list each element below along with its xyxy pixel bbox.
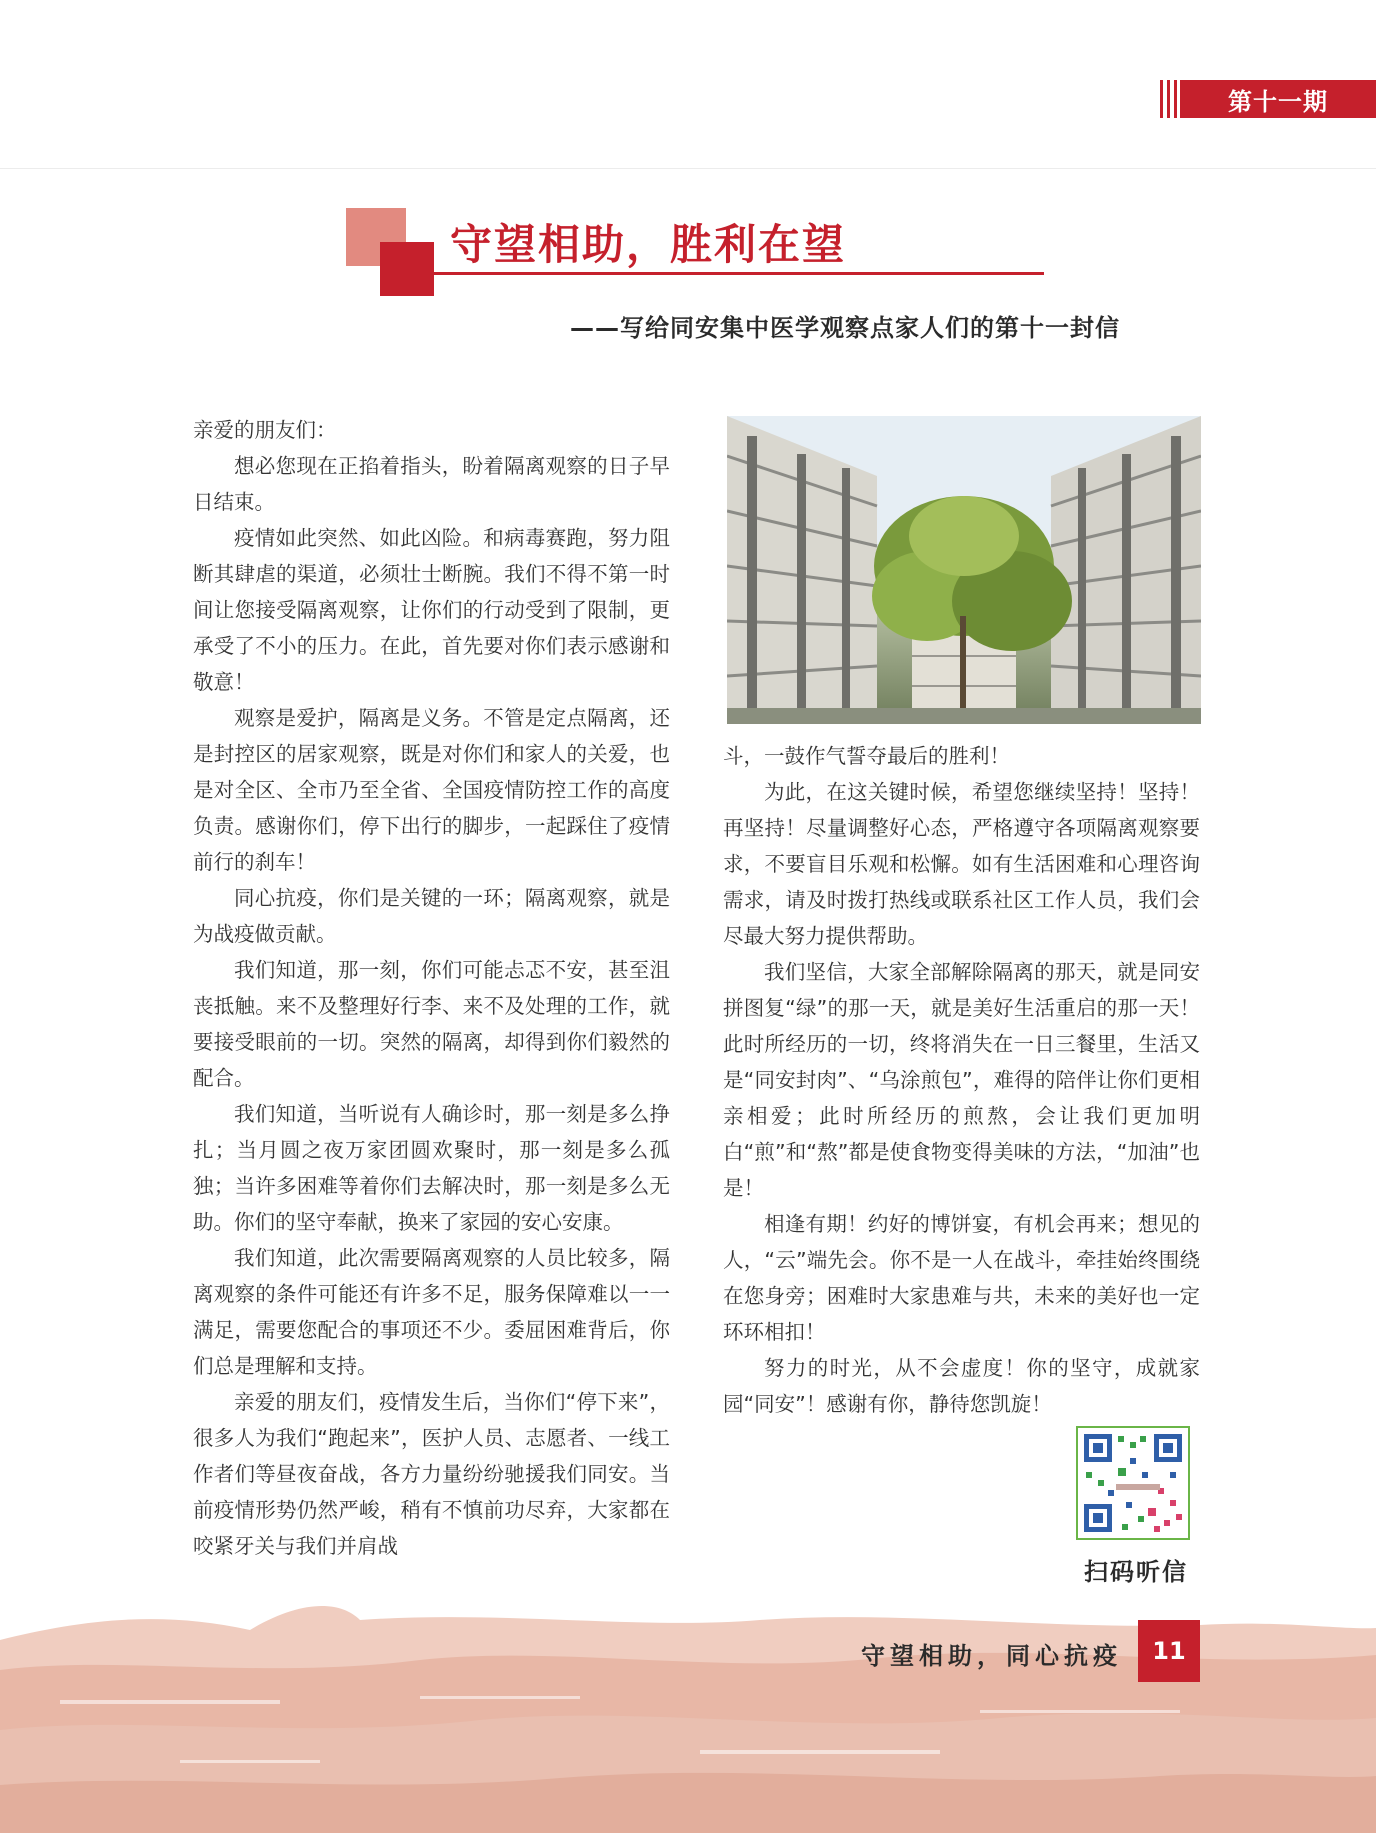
- courtyard-photo: [727, 416, 1201, 724]
- body-paragraph: 我们知道，那一刻，你们可能忐忑不安，甚至沮丧抵触。来不及整理好行李、来不及处理的工作，就要接受眼前的一切。突然的隔离，却得到你们毅然的配合。: [193, 958, 670, 1090]
- body-paragraph-continued: 斗，一鼓作气誓夺最后的胜利！: [723, 744, 1010, 768]
- salutation: 亲爱的朋友们：: [193, 418, 337, 442]
- body-column-right: [723, 738, 1200, 1422]
- body-paragraph: 亲爱的朋友们，疫情发生后，当你们“停下来”，很多人为我们“跑起来”，医护人员、志愿者、一线工作者们等昼夜奋战，各方力量纷纷驰援我们同安。当前疫情形势仍然严峻，稍有不慎前功尽弃，大家都在咬紧牙关与我们并肩战: [193, 1390, 670, 1558]
- body-paragraph: 想必您现在正掐着指头，盼着隔离观察的日子早日结束。: [193, 454, 670, 514]
- title-deco-square-red: [380, 242, 434, 296]
- body-paragraph: 疫情如此突然、如此凶险。和病毒赛跑，努力阻断其肆虐的渠道，必须壮士断腕。我们不得不第一时间让您接受隔离观察，让你们的行动受到了限制，更承受了不小的压力。在此，首先要对你们表示感谢和敬意！: [193, 526, 670, 694]
- body-paragraph: 同心抗疫，你们是关键的一环；隔离观察，就是为战疫做贡献。: [193, 886, 670, 946]
- title-underline: [434, 272, 1044, 275]
- body-paragraph: 我们坚信，大家全部解除隔离的那天，就是同安拼图复“绿”的那一天，就是美好生活重启的那一天！此时所经历的一切，终将消失在一日三餐里，生活又是“同安封肉”、“乌涂煎包”，难得的陪伴让你们更相亲相爱；此时所经历的煎熬，会让我们更加明白“煎”和“熬”都是使食物变得美味的方法，“加油”也是！: [723, 960, 1200, 1200]
- page-number: 11: [1138, 1620, 1200, 1682]
- body-paragraph: 相逢有期！约好的博饼宴，有机会再来；想见的人，“云”端先会。你不是一人在战斗，牵挂始终围绕在您身旁；困难时大家患难与共，未来的美好也一定环环相扣！: [723, 1212, 1200, 1344]
- issue-tab: 第十一期: [1180, 80, 1376, 118]
- footer-slogan: 守望相助，同心抗疫: [861, 1641, 1122, 1670]
- issue-tab-stripes: [1160, 80, 1178, 118]
- body-paragraph: 努力的时光，从不会虚度！你的坚守，成就家园“同安”！感谢有你，静待您凯旋！: [723, 1356, 1200, 1416]
- body-paragraph: 观察是爱护，隔离是义务。不管是定点隔离，还是封控区的居家观察，既是对你们和家人的关爱，也是对全区、全市乃至全省、全国疫情防控工作的高度负责。感谢你们，停下出行的脚步，一起踩住了疫情前行的刹车！: [193, 706, 670, 874]
- body-column-left: [193, 412, 670, 1564]
- qr-code[interactable]: [1076, 1426, 1190, 1540]
- body-paragraph: 我们知道，当听说有人确诊时，那一刻是多么挣扎；当月圆之夜万家团圆欢聚时，那一刻是多么孤独；当许多困难等着你们去解决时，那一刻是多么无助。你们的坚守奉献，换来了家园的安心安康。: [193, 1102, 670, 1234]
- article-title: 守望相助，胜利在望: [450, 220, 847, 269]
- article-subtitle: ——写给同安集中医学观察点家人们的第十一封信: [570, 314, 1120, 342]
- body-paragraph: 我们知道，此次需要隔离观察的人员比较多，隔离观察的条件可能还有许多不足，服务保障难以一一满足，需要您配合的事项还不少。委屈困难背后，你们总是理解和支持。: [193, 1246, 670, 1378]
- body-paragraph: 为此，在这关键时候，希望您继续坚持！坚持！再坚持！尽量调整好心态，严格遵守各项隔离观察要求，不要盲目乐观和松懈。如有生活困难和心理咨询需求，请及时拨打热线或联系社区工作人员，我们会尽最大努力提供帮助。: [723, 780, 1200, 948]
- header-divider: [0, 168, 1376, 169]
- qr-caption: 扫码听信: [1084, 1557, 1188, 1586]
